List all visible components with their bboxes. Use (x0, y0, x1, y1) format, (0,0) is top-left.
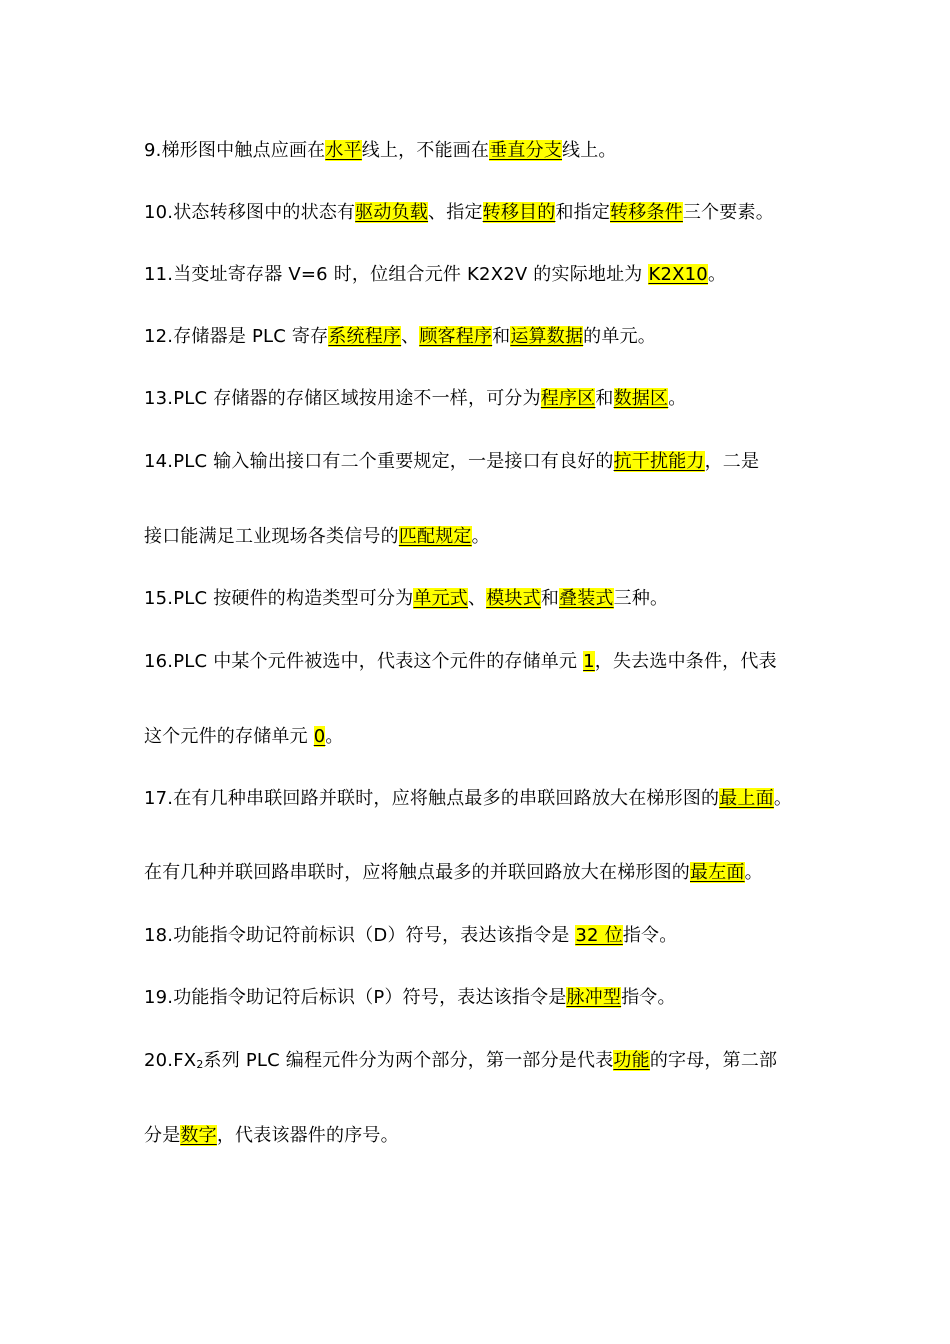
answer-highlight: 数据区 (613, 388, 669, 409)
question-text: 的单元。 (583, 326, 656, 347)
question-text: 。 (773, 788, 793, 809)
question-text: 10.状态转移图中的状态有 (144, 202, 356, 223)
question-10 (144, 201, 774, 225)
answer-highlight: 最左面 (690, 862, 745, 883)
question-text: 、指定 (428, 202, 483, 223)
answer-highlight: 32 位 (575, 925, 623, 946)
question-text: 接口能满足工业现场各类信号的 (144, 526, 399, 547)
question-text: 。 (471, 526, 490, 547)
question-text: 14.PLC 输入输出接口有二个重要规定，一是接口有良好的 (144, 451, 614, 472)
answer-highlight: 脉冲型 (566, 987, 622, 1008)
question-text: 12.存储器是 PLC 寄存 (144, 326, 329, 347)
question-text: 11.当变址寄存器 V=6 时，位组合元件 K2X2V 的实际地址为 (144, 264, 649, 285)
question-text: 、 (468, 588, 487, 609)
answer-highlight: 系统程序 (328, 326, 402, 347)
question-text: 20.FX (144, 1050, 197, 1071)
question-text: 。 (325, 726, 344, 747)
question-text: 9.梯形图中触点应画在 (144, 140, 326, 161)
question-16-line-2 (144, 725, 344, 749)
answer-highlight: 数字 (180, 1125, 217, 1146)
answer-highlight: 0 (313, 726, 326, 747)
answer-highlight: K2X10 (648, 264, 708, 285)
question-text: 三个要素。 (682, 202, 774, 223)
question-text: 和 (595, 388, 614, 409)
question-text: 线上，不能画在 (361, 140, 490, 161)
question-18 (144, 924, 677, 948)
question-text: 指令。 (622, 925, 678, 946)
question-13 (144, 387, 686, 411)
question-text: ，二是 (704, 451, 760, 472)
question-text: 和 (492, 326, 511, 347)
question-17-line-2 (144, 861, 763, 885)
question-text: ，失去选中条件，代表 (594, 651, 777, 672)
question-text: 15.PLC 按硬件的构造类型可分为 (144, 588, 414, 609)
question-text: 的字母，第二部 (649, 1050, 778, 1071)
question-text: 。 (668, 388, 687, 409)
answer-highlight: 单元式 (413, 588, 469, 609)
subscript-text: 2 (196, 1058, 204, 1071)
question-19 (144, 986, 676, 1010)
answer-highlight: 抗干扰能力 (613, 451, 705, 472)
question-17-line-1 (144, 787, 792, 811)
answer-highlight: 顾客程序 (419, 326, 493, 347)
question-text: 13.PLC 存储器的存储区域按用途不一样，可分为 (144, 388, 541, 409)
question-text: 。 (707, 264, 727, 285)
question-14-line-2 (144, 525, 490, 549)
answer-highlight: 功能 (613, 1050, 650, 1071)
answer-highlight: 模块式 (486, 588, 541, 609)
question-text: 在有几种并联回路串联时，应将触点最多的并联回路放大在梯形图的 (144, 862, 690, 883)
question-text: 这个元件的存储单元 (144, 726, 314, 747)
question-text: 17.在有几种串联回路并联时，应将触点最多的串联回路放大在梯形图的 (144, 788, 720, 809)
question-14-line-1 (144, 450, 759, 474)
question-11 (144, 263, 726, 287)
answer-highlight: 垂直分支 (489, 140, 562, 161)
question-text: 、 (401, 326, 420, 347)
question-text: 三种。 (613, 588, 669, 609)
answer-highlight: 转移条件 (610, 202, 683, 223)
answer-highlight: 运算数据 (510, 326, 584, 347)
question-text: 系列 PLC 编程元件分为两个部分，第一部分是代表 (203, 1050, 614, 1071)
question-text: 和 (540, 588, 560, 609)
question-text: 18.功能指令助记符前标识（D）符号，表达该指令是 (144, 925, 576, 946)
question-text: 和指定 (555, 202, 611, 223)
question-16-line-1 (144, 650, 777, 674)
question-text: 分是 (144, 1125, 181, 1146)
question-20-line-2 (144, 1124, 399, 1148)
answer-highlight: 匹配规定 (398, 526, 472, 547)
question-9 (144, 139, 617, 163)
question-text: 线上。 (562, 140, 617, 161)
answer-highlight: 叠装式 (559, 588, 614, 609)
question-text: 19.功能指令助记符后标识（P）符号，表达该指令是 (144, 987, 567, 1008)
question-text: ，代表该器件的序号。 (216, 1125, 399, 1146)
answer-highlight: 水平 (325, 140, 362, 161)
answer-highlight: 1 (583, 651, 595, 672)
question-15 (144, 587, 668, 611)
question-12 (144, 325, 656, 349)
question-text: 。 (744, 862, 763, 883)
answer-highlight: 最上面 (719, 788, 774, 809)
answer-highlight: 驱动负载 (355, 202, 429, 223)
answer-highlight: 程序区 (540, 388, 596, 409)
answer-highlight: 转移目的 (482, 202, 556, 223)
question-text: 16.PLC 中某个元件被选中，代表这个元件的存储单元 (144, 651, 584, 672)
question-text: 指令。 (621, 987, 676, 1008)
question-20-line-1 (144, 1049, 777, 1077)
